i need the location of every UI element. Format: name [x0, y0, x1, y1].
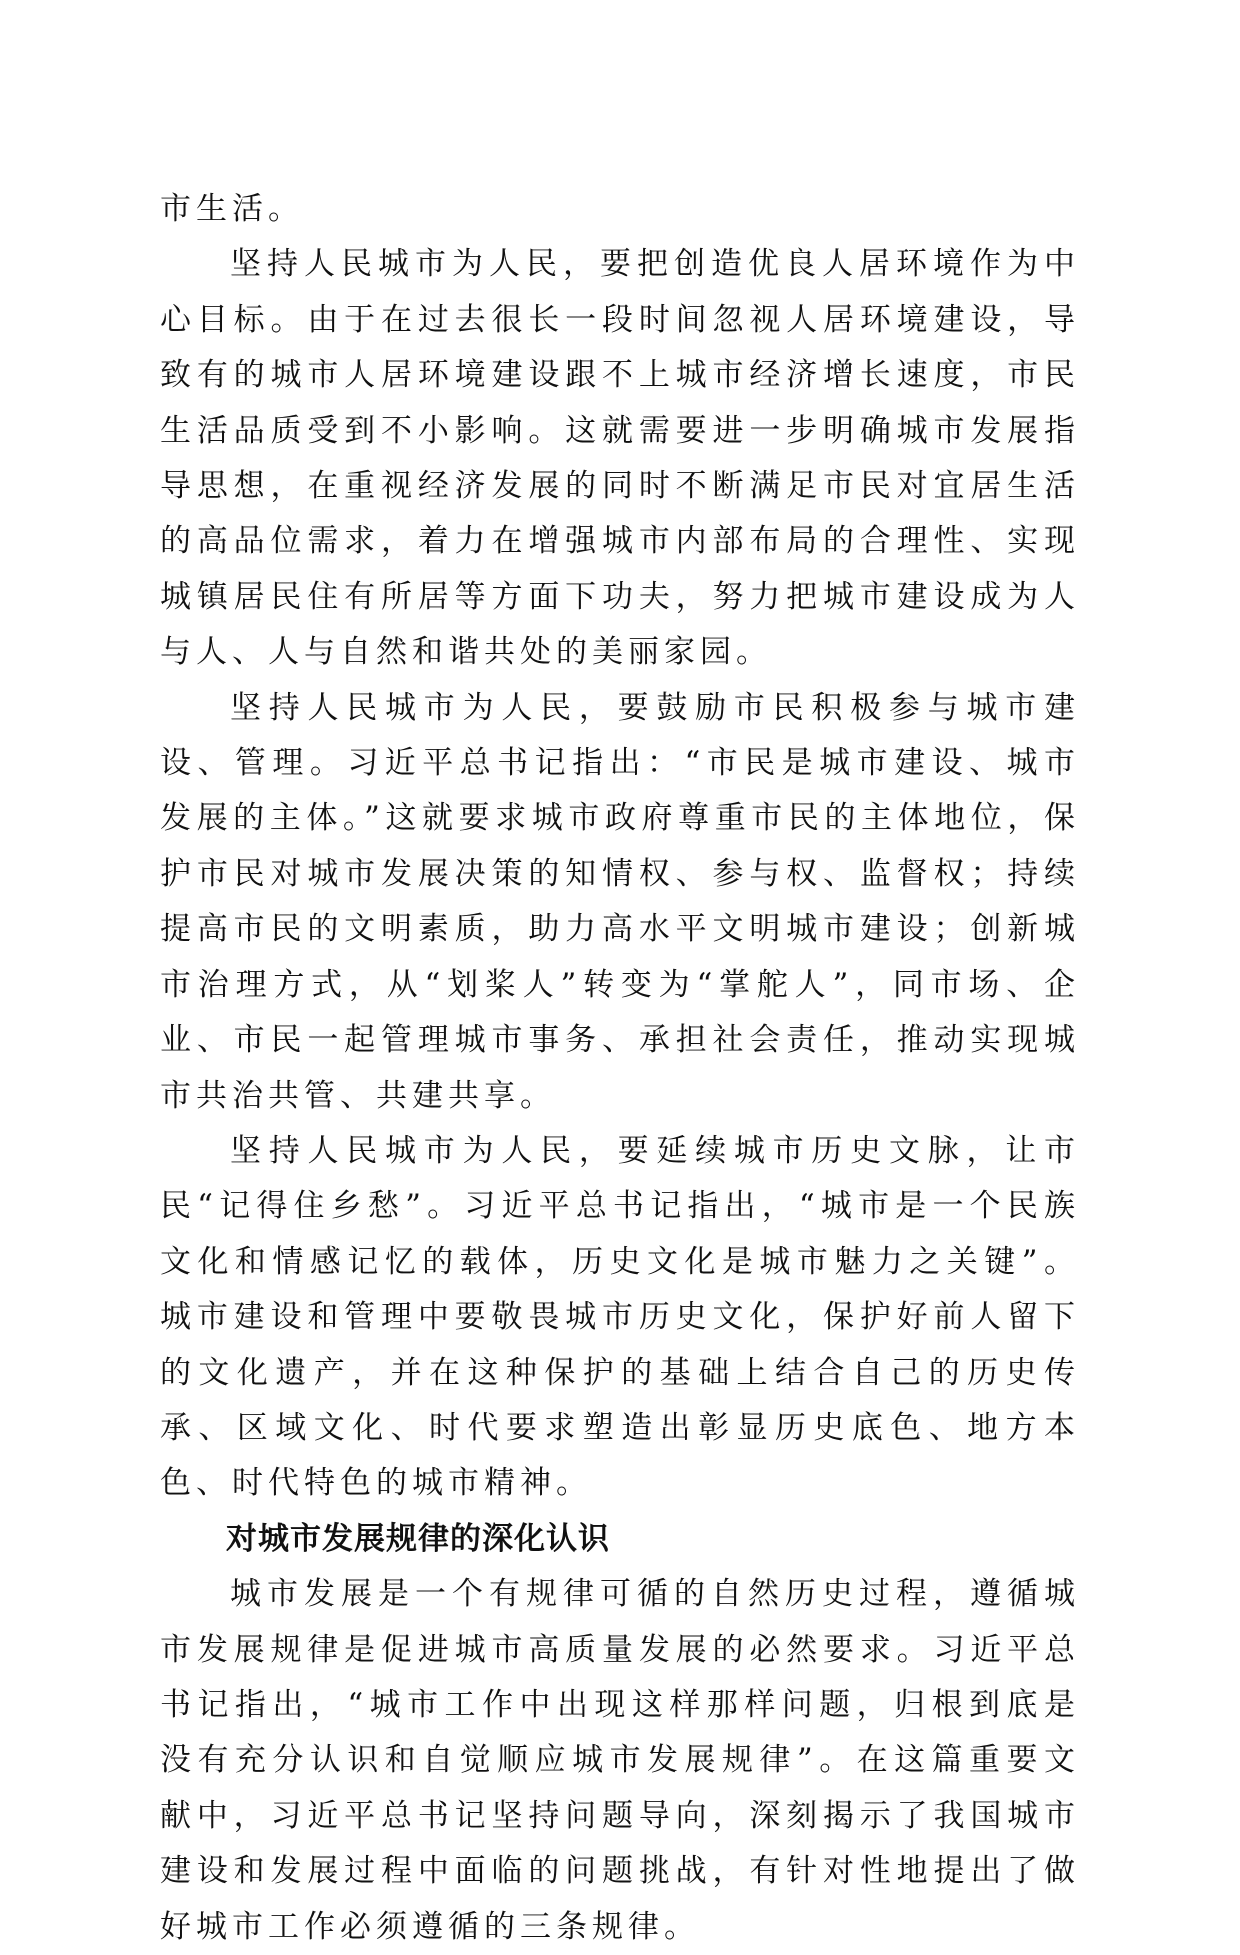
paragraph-citizen-participation: 坚持人民城市为人民，要鼓励市民积极参与城市建设、管理。习近平总书记指出：“市民是城市建设、城市发展的主体。”这就要求城市政府尊重市民的主体地位，保护市民对城市发展决策的知情权、参与权、监督权；持续提高市民的文明素质，助力高水平文明城市建设；创新城市治理方式，从“划桨人”转变为“掌舵人”，同市场、企业、市民一起管理城市事务、承担社会责任，推动实现城市共治共管、共建共享。 — [160, 689, 1080, 1114]
paragraph-living-environment: 坚持人民城市为人民，要把创造优良人居环境作为中心目标。由于在过去很长一段时间忽视人居环境建设，导致有的城市人居环境建设跟不上城市经济增长速度，市民生活品质受到不小影响。这就需要进一步明确城市发展指导思想，在重视经济发展的同时不断满足市民对宜居生活的高品位需求，着力在增强城市内部布局的合理性、实现城镇居民住有所居等方面下功夫，努力把城市建设成为人与人、人与自然和谐共处的美丽家园。 — [160, 246, 1080, 671]
paragraph-continuation: 市生活。 — [160, 191, 304, 227]
paragraph-historical-heritage: 坚持人民城市为人民，要延续城市历史文脉，让市民“记得住乡愁”。习近平总书记指出，“城市是一个民族文化和情感记忆的载体，历史文化是城市魅力之关键”。城市建设和管理中要敬畏城市历史文化，保护好前人留下的文化遗产，并在这种保护的基础上结合自己的历史传承、区域文化、时代要求塑造出彰显历史底色、地方本色、时代特色的城市精神。 — [160, 1132, 1080, 1502]
document-body — [160, 182, 1080, 1955]
section-heading: 对城市发展规律的深化认识 — [226, 1520, 610, 1557]
paragraph-development-laws: 城市发展是一个有规律可循的自然历史过程，遵循城市发展规律是促进城市高质量发展的必然要求。习近平总书记指出，“城市工作中出现这样那样问题，归根到底是没有充分认识和自觉顺应城市发展规律”。在这篇重要文献中，习近平总书记坚持问题导向，深刻揭示了我国城市建设和发展过程中面临的问题挑战，有针对性地提出了做好城市工作必须遵循的三条规律。 — [160, 1576, 1080, 1945]
